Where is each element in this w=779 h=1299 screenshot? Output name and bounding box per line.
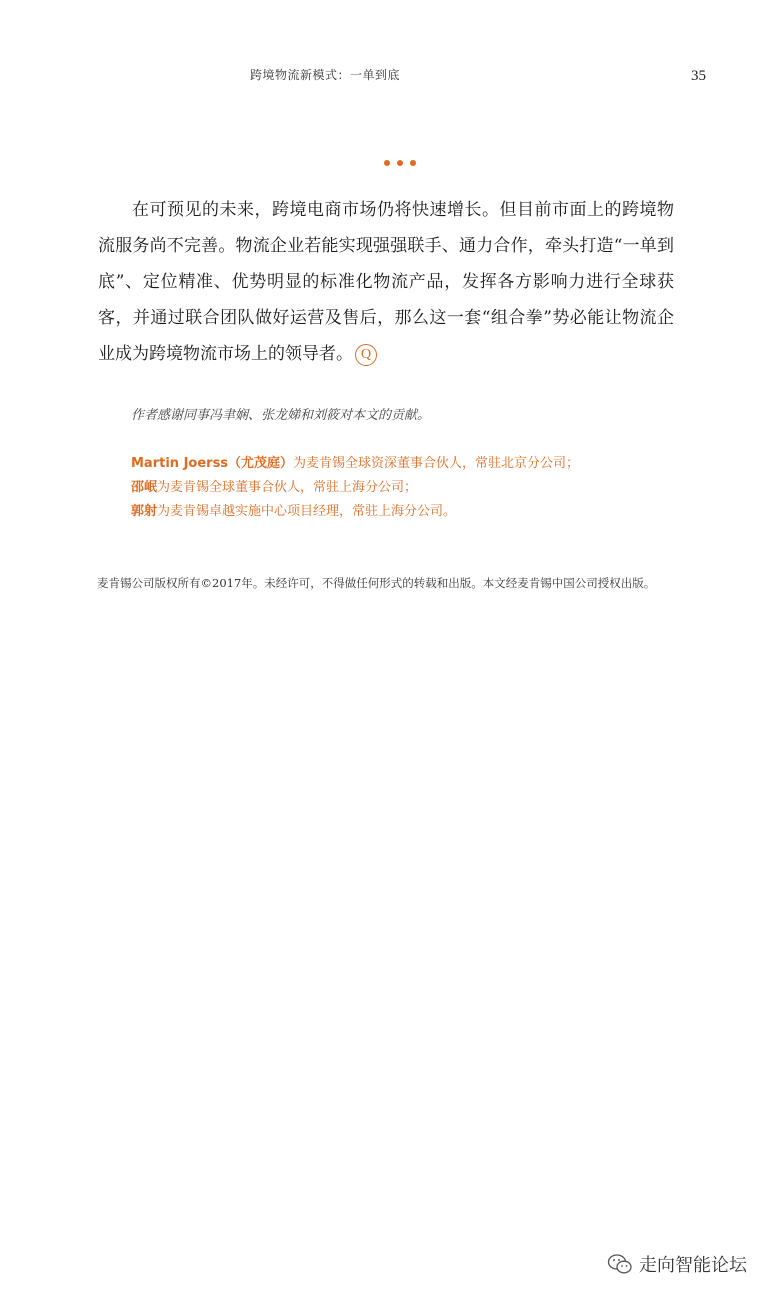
watermark-text: 走向智能论坛 — [639, 1255, 747, 1276]
wechat-icon — [607, 1253, 633, 1275]
body-paragraph — [98, 192, 674, 372]
author-entry — [131, 500, 579, 524]
author-name: 郭射 — [131, 504, 158, 519]
author-name: 邵岷 — [131, 480, 158, 495]
running-title: 跨境物流新模式：一单到底 — [250, 68, 401, 82]
section-divider-dots — [384, 160, 416, 166]
end-of-article-icon: Q — [355, 344, 377, 366]
divider-dot — [397, 160, 403, 166]
author-desc: 为麦肯锡卓越实施中心项目经理，常驻上海分公司。 — [157, 504, 457, 519]
author-desc: 为麦肯锡全球董事合伙人，常驻上海分公司； — [157, 480, 418, 495]
divider-dot — [410, 160, 416, 166]
author-name: Martin Joerss（尤茂庭） — [131, 456, 294, 471]
body-paragraph-text: 在可预见的未来，跨境电商市场仍将快速增长。但目前市面上的跨境物流服务尚不完善。物流企业若能实现强强联手、通力合作，牵头打造“一单到底”、定位精准、优势明显的标准化物流产品，发挥各方影响力进行全球获客，并通过联合团队做好运营及售后，那么这一套“组合拳”势必能让物流企业成为跨境物流市场上的领导者。 — [98, 200, 674, 364]
acknowledgement: 作者感谢同事冯聿娴、张龙娣和刘筱对本文的贡献。 — [131, 408, 431, 423]
author-entry — [131, 452, 579, 476]
author-desc: 为麦肯锡全球资深董事合伙人，常驻北京分公司； — [293, 456, 580, 471]
divider-dot — [384, 160, 390, 166]
page-number: 35 — [691, 68, 706, 84]
copyright-notice: 麦肯锡公司版权所有©2017年。未经许可，不得做任何形式的转载和出版。本文经麦肯锡中国公司授权出版。 — [97, 576, 656, 590]
author-entry — [131, 476, 579, 500]
author-list — [131, 452, 579, 524]
watermark — [607, 1251, 747, 1277]
